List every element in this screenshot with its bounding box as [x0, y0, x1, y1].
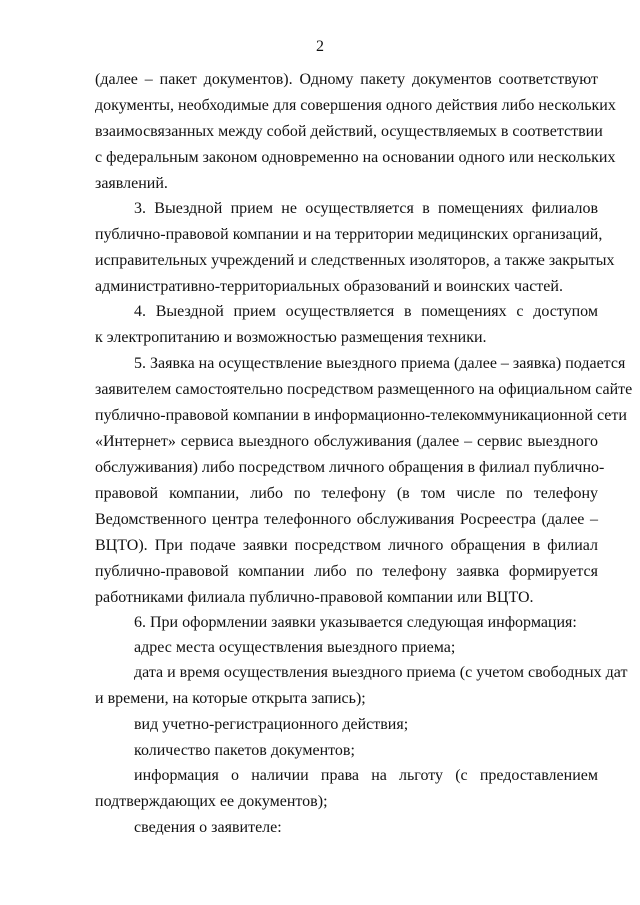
text-line: заявлений. [95, 175, 168, 192]
text-line: Ведомственного центра телефонного обслуживания Росреестра (далее – [95, 511, 598, 528]
text-line: публично-правовой компании и на территории медицинских организаций, [95, 226, 603, 243]
text-line: 4. Выездной прием осуществляется в помещениях с доступом [134, 303, 598, 320]
text-line: сведения о заявителе: [134, 819, 282, 836]
text-line: подтверждающих ее документов); [95, 793, 328, 810]
text-line: к электропитанию и возможностью размещения техники. [95, 329, 487, 346]
text-line: 5. Заявка на осуществление выездного приема (далее – заявка) подается [134, 355, 626, 372]
text-line: вид учетно-регистрационного действия; [134, 716, 409, 733]
text-line: обслуживания) либо посредством личного обращения в филиал публично- [95, 459, 605, 476]
text-line: правовой компании, либо по телефону (в том числе по телефону [95, 485, 598, 502]
text-line: дата и время осуществления выездного приема (с учетом свободных дат [134, 664, 628, 681]
text-line: количество пакетов документов; [134, 742, 355, 759]
text-line: ВЦТО). При подаче заявки посредством личного обращения в филиал [95, 537, 598, 554]
text-line: заявителем самостоятельно посредством размещенного на официальном сайте [95, 381, 633, 398]
text-line: исправительных учреждений и следственных изоляторов, а также закрытых [95, 252, 615, 269]
text-line: 3. Выездной прием не осуществляется в помещениях филиалов [134, 200, 598, 217]
text-line: 6. При оформлении заявки указывается следующая информация: [134, 614, 577, 631]
text-line: взаимосвязанных между собой действий, осуществляемых в соответствии [95, 123, 603, 140]
text-line: публично-правовой компании либо по телефону заявка формируется [95, 563, 598, 580]
page-number: 2 [316, 38, 324, 55]
text-line: (далее – пакет документов). Одному пакету документов соответствуют [95, 71, 598, 88]
text-line: «Интернет» сервиса выездного обслуживания (далее – сервис выездного [95, 433, 598, 450]
text-line: работниками филиала публично-правовой компании или ВЦТО. [95, 589, 534, 606]
text-line: документы, необходимые для совершения одного действия либо нескольких [95, 97, 616, 114]
text-line: информация о наличии права на льготу (с предоставлением [134, 767, 598, 784]
text-line: административно-территориальных образований и воинских частей. [95, 278, 563, 295]
text-line: публично-правовой компании в информационно-телекоммуникационной сети [95, 407, 627, 424]
text-line: адрес места осуществления выездного приема; [134, 639, 456, 656]
text-line: и времени, на которые открыта запись); [95, 690, 366, 707]
text-line: с федеральным законом одновременно на основании одного или нескольких [95, 149, 616, 166]
